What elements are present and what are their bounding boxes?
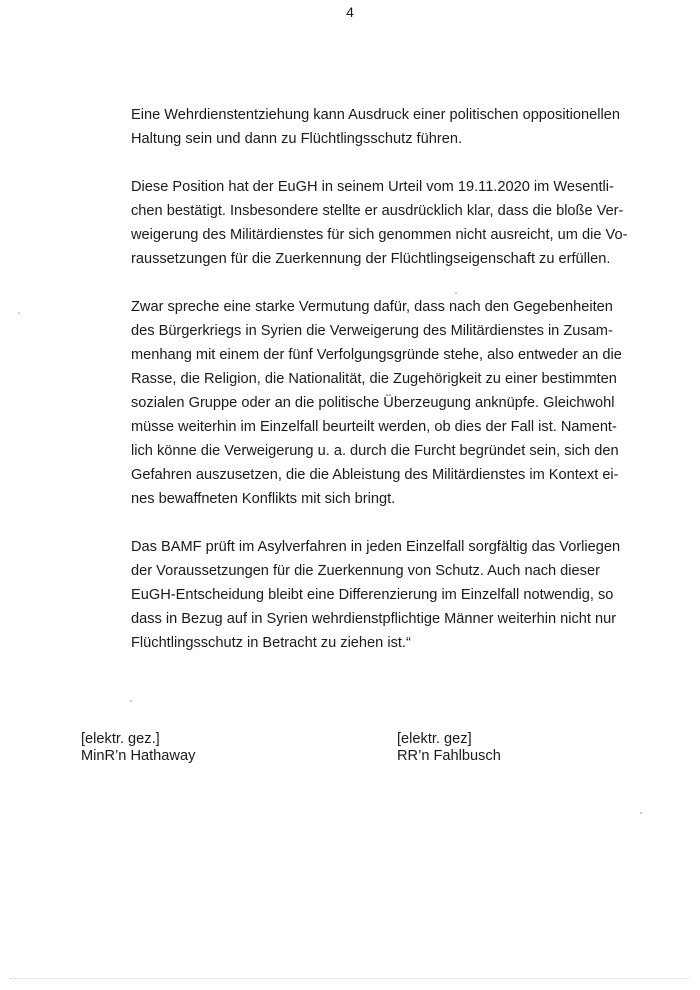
text-line: Das BAMF prüft im Asylverfahren in jeden Einzelfall sorgfältig das Vorliegen	[131, 539, 621, 555]
text-line: Gefahren auszusetzen, die die Ableistung des Militärdienstes im Kontext ei-	[131, 467, 619, 483]
signature-note: [elektr. gez]	[397, 731, 472, 747]
signatory-name: RR’n Fahlbusch	[397, 748, 501, 764]
page-number: 4	[346, 4, 354, 20]
signatory-name: MinR’n Hathaway	[81, 748, 196, 764]
signature-block-left	[81, 731, 195, 765]
text-line: Zwar spreche eine starke Vermutung dafür, dass nach den Gegebenheiten	[131, 299, 613, 315]
document-body	[131, 103, 636, 679]
text-line: müsse weiterhin im Einzelfall beurteilt werden, ob dies der Fall ist. Nament-	[131, 419, 617, 435]
scan-speck	[18, 312, 20, 314]
text-line: dass in Bezug auf in Syrien wehrdienstpflichtige Männer weiterhin nicht nur	[131, 611, 617, 627]
text-line: sozialen Gruppe oder an die politische Überzeugung anknüpfe. Gleichwohl	[131, 395, 615, 411]
text-line: chen bestätigt. Insbesondere stellte er ausdrücklich klar, dass die bloße Ver-	[131, 203, 624, 219]
scan-edge-artifact	[10, 978, 690, 980]
scan-speck	[640, 812, 642, 814]
text-line: des Bürgerkriegs in Syrien die Verweigerung des Militärdienstes in Zusam-	[131, 323, 613, 339]
scan-speck	[455, 292, 457, 294]
text-line: raussetzungen für die Zuerkennung der Flüchtlingseigenschaft zu erfüllen.	[131, 251, 611, 267]
text-line: menhang mit einem der fünf Verfolgungsgründe stehe, also entweder an die	[131, 347, 622, 363]
text-line: Flüchtlingsschutz in Betracht zu ziehen ist.“	[131, 635, 411, 651]
text-line: der Voraussetzungen für die Zuerkennung von Schutz. Auch nach dieser	[131, 563, 600, 579]
text-line: Haltung sein und dann zu Flüchtlingsschutz führen.	[131, 131, 462, 147]
text-line: lich könne die Verweigerung u. a. durch die Furcht begründet sein, sich den	[131, 443, 619, 459]
text-line: Rasse, die Religion, die Nationalität, die Zugehörigkeit zu einer bestimmten	[131, 371, 617, 387]
text-line: weigerung des Militärdienstes für sich genommen nicht ausreicht, um die Vo-	[131, 227, 628, 243]
scan-speck	[130, 700, 132, 702]
text-line: EuGH-Entscheidung bleibt eine Differenzierung im Einzelfall notwendig, so	[131, 587, 614, 603]
paragraph-4	[131, 535, 636, 655]
text-line: nes bewaffneten Konflikts mit sich bringt.	[131, 491, 396, 507]
paragraph-3	[131, 295, 636, 511]
signature-note: [elektr. gez.]	[81, 731, 160, 747]
paragraph-2	[131, 175, 636, 271]
signature-block-right	[397, 731, 501, 765]
text-line: Eine Wehrdienstentziehung kann Ausdruck einer politischen oppositionellen	[131, 107, 620, 123]
text-line: Diese Position hat der EuGH in seinem Urteil vom 19.11.2020 im Wesentli-	[131, 179, 614, 195]
paragraph-1	[131, 103, 636, 151]
